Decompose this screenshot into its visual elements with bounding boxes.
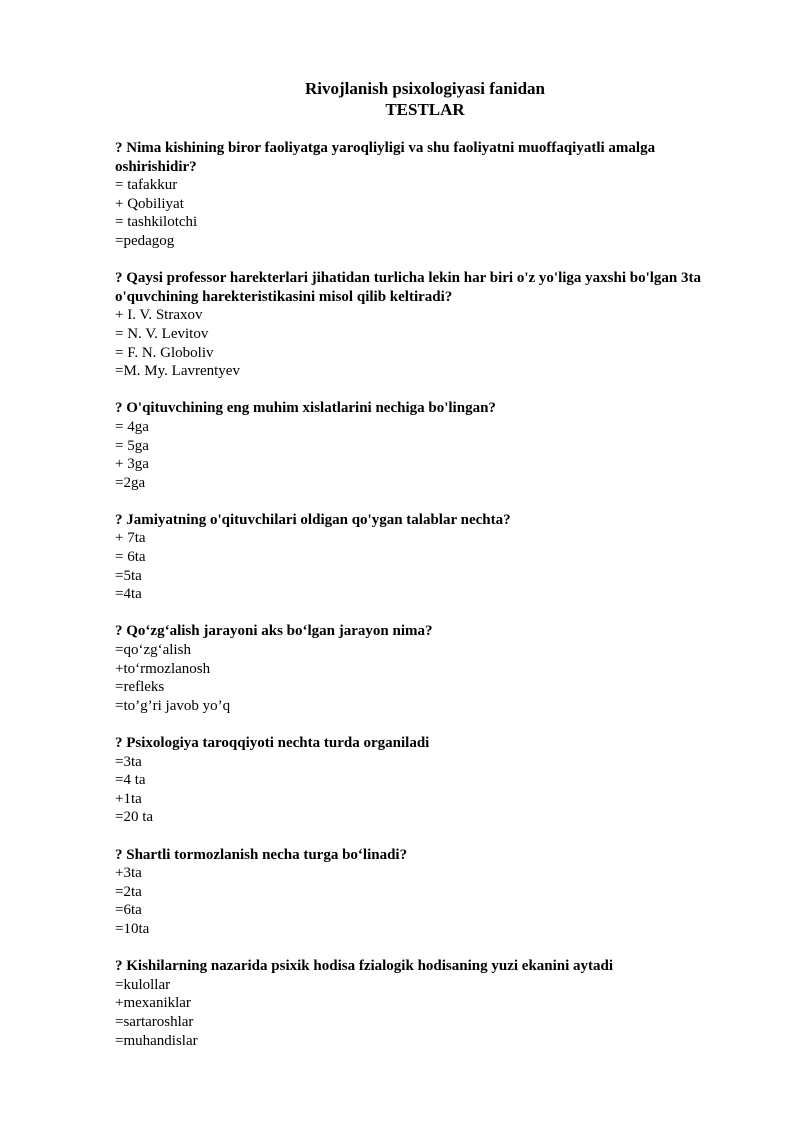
question-text: ? Nima kishining biror faoliyatga yaroqliyligi va shu faoliyatni muoffaqiyatli amalga oshirishidir? xyxy=(115,140,656,175)
answer-option: =M. My. Lavrentyev xyxy=(115,363,240,380)
answer-option: =4ta xyxy=(115,586,142,603)
question-block xyxy=(115,399,735,492)
document-page xyxy=(115,78,735,1069)
question-block xyxy=(115,957,735,1050)
answer-option: + Qobiliyat xyxy=(115,195,184,212)
answer-option: =20 ta xyxy=(115,809,154,826)
question-block xyxy=(115,734,735,827)
answer-option: = F. N. Globoliv xyxy=(115,344,214,361)
answer-option: =2ga xyxy=(115,474,146,491)
question-text: ? Psixologiya taroqqiyoti nechta turda organiladi xyxy=(115,735,430,751)
question-text: ? Kishilarning nazarida psixik hodisa fzialogik hodisaning yuzi ekanini aytadi xyxy=(115,958,614,975)
answer-option: =qo‘zg‘alish xyxy=(115,642,191,659)
answer-option: =refleks xyxy=(115,679,165,696)
answer-option: +mexaniklar xyxy=(115,995,191,1012)
answer-option: + 7ta xyxy=(115,530,146,547)
question-block xyxy=(115,269,735,381)
question-block xyxy=(115,622,735,715)
answer-option: =pedagog xyxy=(115,232,175,249)
question-block xyxy=(115,139,735,251)
answer-option: = 5ga xyxy=(115,437,149,454)
question-block xyxy=(115,846,735,939)
answer-option: = 6ta xyxy=(115,549,146,566)
answer-option: +3ta xyxy=(115,865,142,882)
document-title xyxy=(115,78,735,120)
title-line-2: TESTLAR xyxy=(385,100,465,119)
answer-option: + I. V. Straxov xyxy=(115,307,203,324)
question-text: ? O'qituvchining eng muhim xislatlarini nechiga bo'lingan? xyxy=(115,400,496,417)
answer-option: = N. V. Levitov xyxy=(115,325,209,342)
answer-option: =muhandislar xyxy=(115,1032,198,1049)
answer-option: =2ta xyxy=(115,883,142,900)
answer-option: =5ta xyxy=(115,567,142,584)
answer-option: = 4ga xyxy=(115,418,149,435)
title-line-1: Rivojlanish psixologiyasi fanidan xyxy=(305,79,545,98)
answer-option: = tafakkur xyxy=(115,177,178,194)
question-text: ? Shartli tormozlanish necha turga bo‘linadi? xyxy=(115,846,408,863)
answer-option: +to‘rmozlanosh xyxy=(115,660,211,677)
answer-option: =kulollar xyxy=(115,976,171,993)
answer-option: =10ta xyxy=(115,920,150,937)
answer-option: =6ta xyxy=(115,902,142,919)
answer-option: =3ta xyxy=(115,753,142,770)
answer-option: +1ta xyxy=(115,790,142,807)
answer-option: = tashkilotchi xyxy=(115,214,198,231)
answer-option: =sartaroshlar xyxy=(115,1013,194,1030)
question-text: ? Qaysi professor harekterlari jihatidan turlicha lekin har biri o'z yo'liga yaxshi bo'lgan 3ta o'quvchining harekteristikasini misol qilib keltiradi? xyxy=(115,270,702,305)
question-text: ? Jamiyatning o'qituvchilari oldigan qo'ygan talablar nechta? xyxy=(115,511,511,528)
question-text: ? Qo‘zg‘alish jarayoni aks bo‘lgan jarayon nima? xyxy=(115,623,433,640)
answer-option: =to’g’ri javob yo’q xyxy=(115,697,231,714)
answer-option: + 3ga xyxy=(115,456,149,473)
question-block xyxy=(115,511,735,604)
answer-option: =4 ta xyxy=(115,772,146,789)
